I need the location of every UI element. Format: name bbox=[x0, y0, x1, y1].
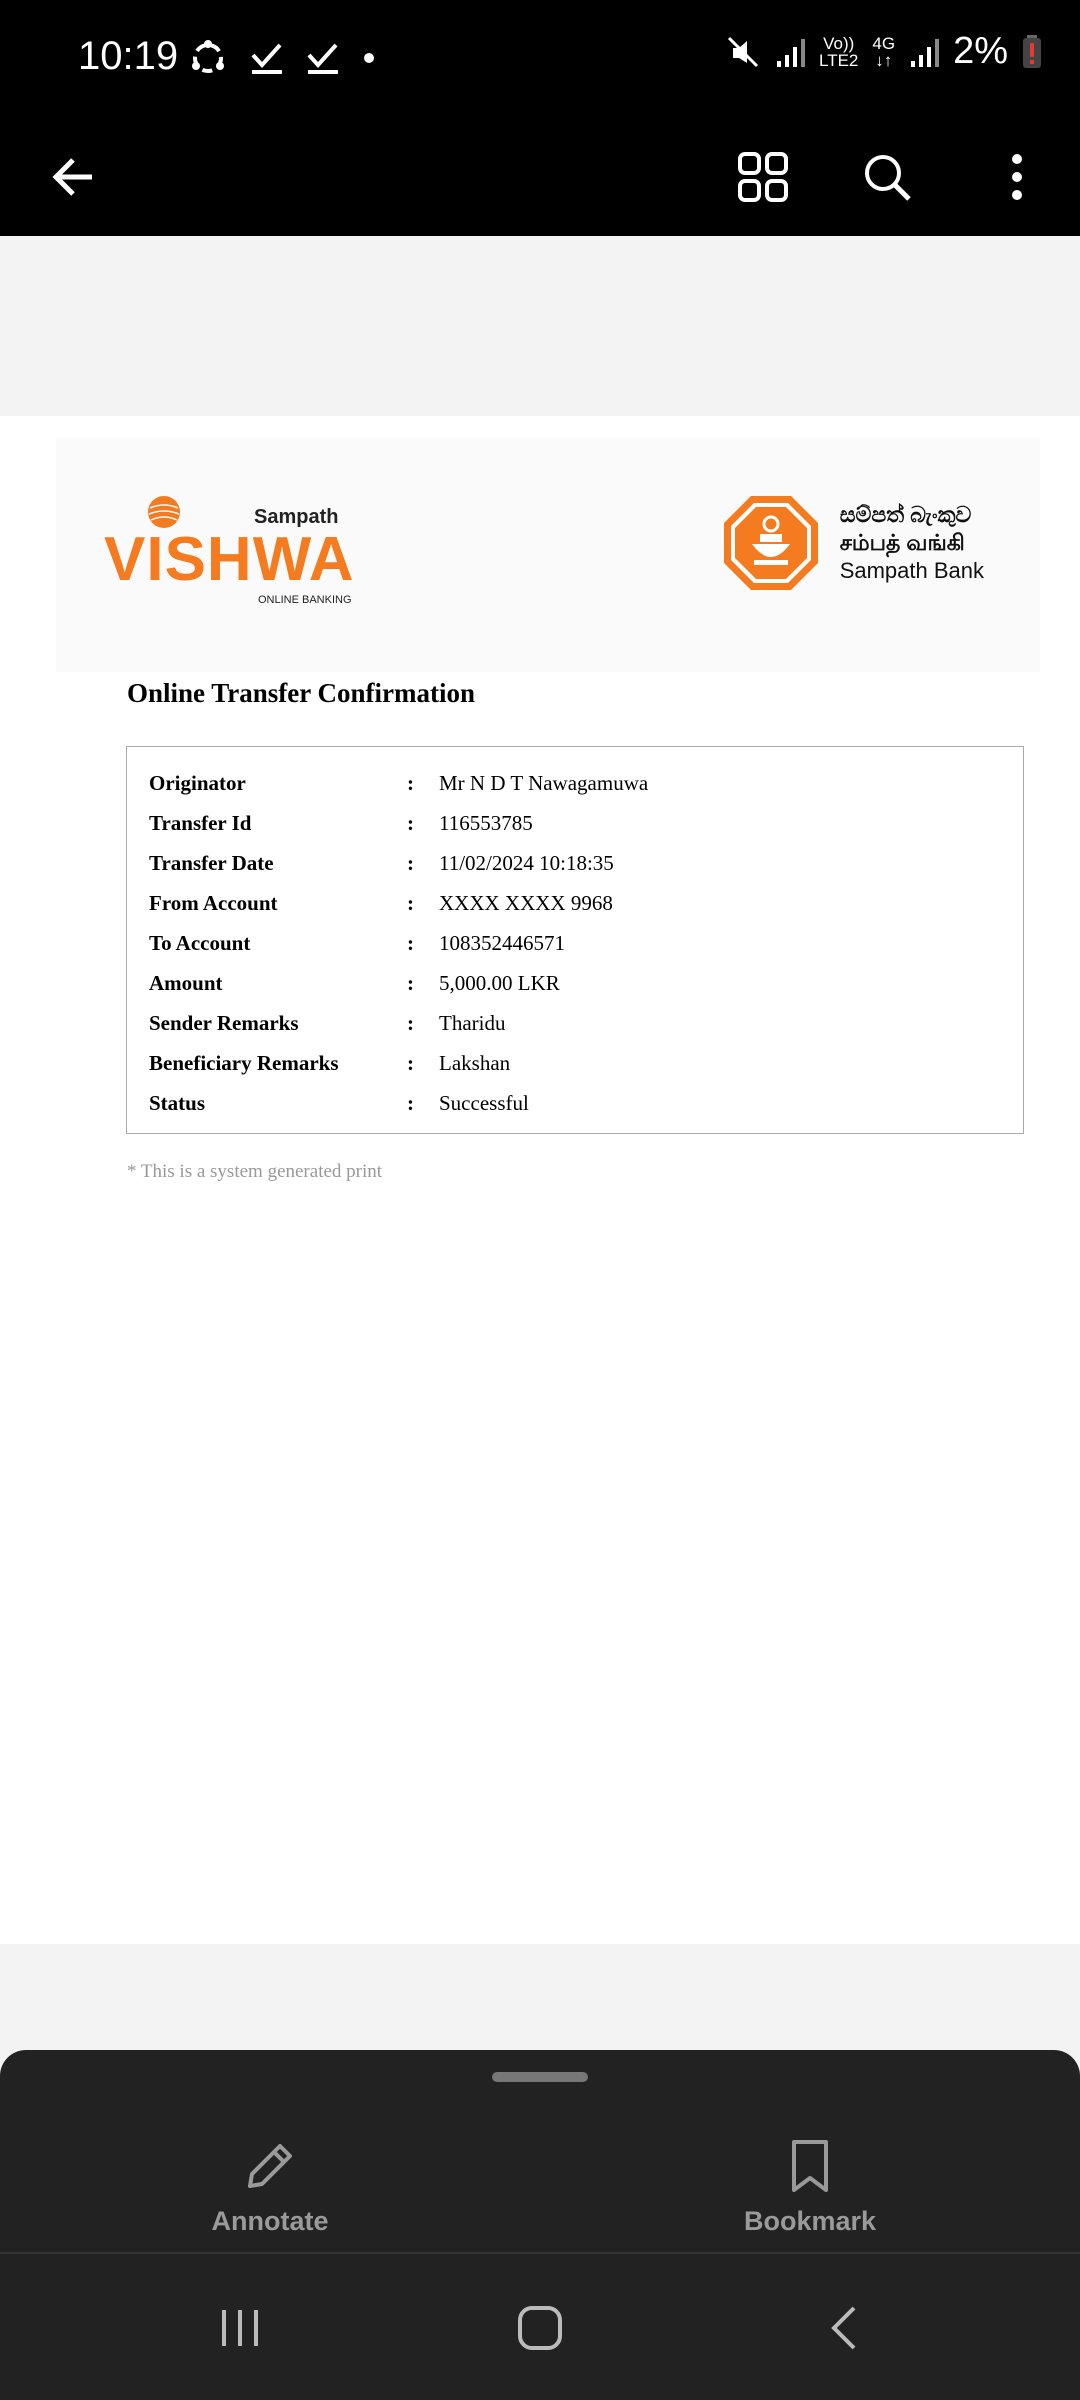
status-right bbox=[725, 30, 1042, 73]
battery-percent: 2% bbox=[953, 30, 1008, 72]
detail-row: Amount : 5,000.00 LKR bbox=[149, 971, 560, 995]
arrow-left-icon bbox=[48, 152, 98, 202]
detail-row: Beneficiary Remarks : Lakshan bbox=[149, 1051, 511, 1075]
pdf-toolbar bbox=[0, 118, 1080, 236]
more-vertical-icon bbox=[1007, 151, 1027, 203]
nav-back-button[interactable] bbox=[812, 2296, 876, 2360]
more-options-button[interactable] bbox=[982, 142, 1052, 212]
back-button[interactable] bbox=[38, 142, 108, 212]
search-icon bbox=[861, 151, 913, 203]
network-type: 4G ↓↑ bbox=[872, 33, 896, 70]
sampath-emblem-icon bbox=[722, 494, 820, 592]
recents-icon bbox=[218, 2306, 262, 2350]
recents-button[interactable] bbox=[208, 2296, 272, 2360]
detail-row: Originator : Mr N D T Nawagamuwa bbox=[149, 771, 649, 795]
detail-row: Transfer Id : 116553785 bbox=[149, 811, 533, 835]
detail-row: Sender Remarks : Tharidu bbox=[149, 1011, 506, 1035]
sync-icon bbox=[188, 38, 228, 78]
bottom-sheet bbox=[0, 2050, 1080, 2400]
search-button[interactable] bbox=[852, 142, 922, 212]
page-grid-button[interactable] bbox=[728, 142, 798, 212]
network-label: Vo)) LTE2 bbox=[819, 33, 859, 70]
detail-row: Transfer Date : 11/02/2024 10:18:35 bbox=[149, 851, 614, 875]
status-time: 10:19 bbox=[78, 34, 179, 78]
bookmark-icon bbox=[788, 2138, 832, 2194]
detail-row: To Account : 108352446571 bbox=[149, 931, 565, 955]
status-bar bbox=[0, 0, 1080, 118]
pdf-page bbox=[0, 416, 1080, 1944]
detail-row: From Account : XXXX XXXX 9968 bbox=[149, 891, 613, 915]
detail-row: Status : Successful bbox=[149, 1091, 529, 1115]
pencil-icon bbox=[242, 2138, 298, 2194]
task-done-icon bbox=[306, 41, 340, 75]
mute-icon bbox=[725, 34, 761, 70]
home-icon bbox=[516, 2304, 564, 2352]
vishwa-logo: Sampath VISHWA ONLINE BANKING bbox=[104, 494, 364, 604]
page-title: Online Transfer Confirmation bbox=[127, 678, 476, 708]
footnote: * This is a system generated print bbox=[127, 1161, 383, 1182]
chevron-left-icon bbox=[824, 2304, 864, 2352]
grid-icon bbox=[737, 151, 789, 203]
transfer-details bbox=[126, 746, 1024, 1134]
home-button[interactable] bbox=[508, 2296, 572, 2360]
sheet-drag-handle[interactable] bbox=[492, 2072, 588, 2082]
letterhead bbox=[56, 438, 1040, 672]
signal-icon bbox=[775, 35, 805, 69]
sampath-bank-logo bbox=[722, 494, 984, 592]
battery-icon bbox=[1022, 35, 1042, 69]
dot-icon bbox=[362, 51, 376, 65]
system-nav-bar bbox=[0, 2254, 1080, 2400]
notification-icons bbox=[188, 38, 376, 78]
annotate-button[interactable]: Annotate bbox=[170, 2136, 370, 2237]
task-done-icon bbox=[250, 41, 284, 75]
bookmark-button[interactable]: Bookmark bbox=[710, 2136, 910, 2237]
signal-icon bbox=[909, 35, 939, 69]
bank-name: සම්පත් බැංකුව சம்பத் வங்கி Sampath Bank bbox=[839, 502, 984, 583]
